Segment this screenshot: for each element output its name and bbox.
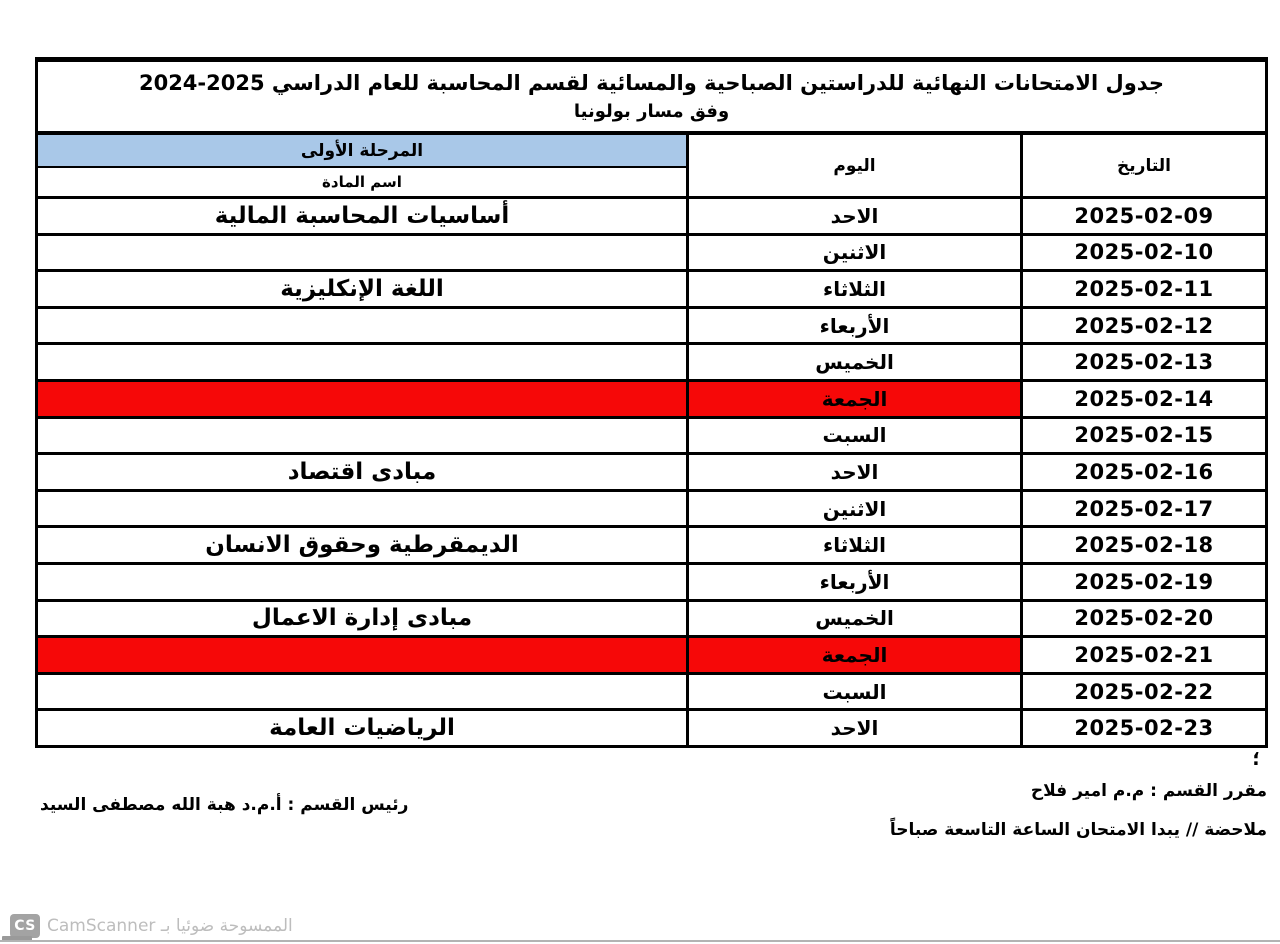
subject-cell: الرياضيات العامة xyxy=(269,715,455,742)
day-cell: الأربعاء xyxy=(686,565,1023,599)
day-cell: السبت xyxy=(686,419,1023,453)
footnote-mark: ؛ xyxy=(1252,748,1260,770)
coordinator-line: مقرر القسم : م.م امير فلاح xyxy=(1030,781,1267,801)
date-cell: 2025-02-10 xyxy=(1074,240,1214,265)
camscanner-watermark xyxy=(10,914,293,938)
table-row xyxy=(38,599,1265,636)
table-row xyxy=(38,452,1265,489)
day-cell: الخميس xyxy=(686,602,1023,636)
table-row xyxy=(38,306,1265,343)
table-row xyxy=(38,269,1265,306)
table-row xyxy=(38,416,1265,453)
date-cell: 2025-02-11 xyxy=(1074,276,1214,301)
table-body xyxy=(38,196,1265,745)
subject-cell: الديمقرطية وحقوق الانسان xyxy=(205,532,519,559)
table-row xyxy=(38,196,1265,233)
day-cell: الأربعاء xyxy=(686,309,1023,343)
table-row xyxy=(38,562,1265,599)
date-cell: 2025-02-15 xyxy=(1074,423,1214,448)
camscanner-logo-icon: CS xyxy=(10,914,40,938)
subject-cell xyxy=(38,419,686,453)
document-title-block xyxy=(38,62,1265,135)
day-cell: الخميس xyxy=(686,345,1023,379)
exam-schedule-table xyxy=(35,57,1268,748)
day-cell: الثلاثاء xyxy=(686,528,1023,562)
subject-cell xyxy=(38,236,686,270)
subject-cell xyxy=(38,565,686,599)
table-row xyxy=(38,233,1265,270)
table-row xyxy=(38,672,1265,709)
date-cell: 2025-02-17 xyxy=(1074,496,1214,521)
date-cell: 2025-02-23 xyxy=(1074,716,1214,741)
subject-cell xyxy=(38,345,686,379)
page-subtitle: وفق مسار بولونيا xyxy=(573,101,730,122)
table-row-friday xyxy=(38,379,1265,416)
table-row xyxy=(38,708,1265,745)
subject-cell: اللغة الإنكليزية xyxy=(280,275,444,302)
subject-name-header-cell: اسم المادة xyxy=(38,168,686,196)
subject-cell: مبادى اقتصاد xyxy=(287,458,437,485)
date-cell: 2025-02-22 xyxy=(1074,679,1214,704)
note-line: ملاحضة // يبدا الامتحان الساعة التاسعة صباحاً xyxy=(889,820,1267,840)
date-cell: 2025-02-14 xyxy=(1074,386,1214,411)
date-cell: 2025-02-12 xyxy=(1074,313,1214,338)
day-cell: الاثنين xyxy=(686,236,1023,270)
day-cell: الجمعة xyxy=(686,382,1023,416)
subject-cell xyxy=(38,675,686,709)
date-cell: 2025-02-09 xyxy=(1074,203,1214,228)
page-title: جدول الامتحانات النهائية للدراستين الصباحية والمسائية لقسم المحاسبة للعام الدراسي 2025-2024 xyxy=(138,71,1165,95)
subject-cell xyxy=(38,382,686,416)
subject-header-column xyxy=(38,135,686,196)
bottom-divider xyxy=(0,940,1280,942)
department-head-line: رئيس القسم : أ.م.د هبة الله مصطفى السيد xyxy=(40,795,409,815)
camscanner-brand-text: الممسوحة ضوئيا بـ CamScanner xyxy=(47,916,293,936)
table-row xyxy=(38,489,1265,526)
date-cell: 2025-02-18 xyxy=(1074,533,1214,558)
table-header-row xyxy=(38,135,1265,196)
day-cell: الاحد xyxy=(686,711,1023,745)
subject-cell xyxy=(38,492,686,526)
date-cell: 2025-02-13 xyxy=(1074,350,1214,375)
day-cell: الاحد xyxy=(686,199,1023,233)
date-header-cell: التاريخ xyxy=(1117,155,1171,176)
date-cell: 2025-02-21 xyxy=(1074,642,1214,667)
table-row xyxy=(38,342,1265,379)
date-cell: 2025-02-20 xyxy=(1074,606,1214,631)
subject-cell xyxy=(38,309,686,343)
subject-cell xyxy=(38,638,686,672)
day-cell: الجمعة xyxy=(686,638,1023,672)
day-cell: الثلاثاء xyxy=(686,272,1023,306)
day-cell: الاثنين xyxy=(686,492,1023,526)
date-cell: 2025-02-16 xyxy=(1074,459,1214,484)
table-row-friday xyxy=(38,635,1265,672)
subject-cell: أساسيات المحاسبة المالية xyxy=(214,202,510,229)
stage-header-cell: المرحلة الأولى xyxy=(38,135,686,168)
date-cell: 2025-02-19 xyxy=(1074,569,1214,594)
subject-cell: مبادى إدارة الاعمال xyxy=(251,605,473,632)
table-row xyxy=(38,525,1265,562)
day-cell: الاحد xyxy=(686,455,1023,489)
day-cell: السبت xyxy=(686,675,1023,709)
day-header-cell: اليوم xyxy=(686,135,1023,196)
